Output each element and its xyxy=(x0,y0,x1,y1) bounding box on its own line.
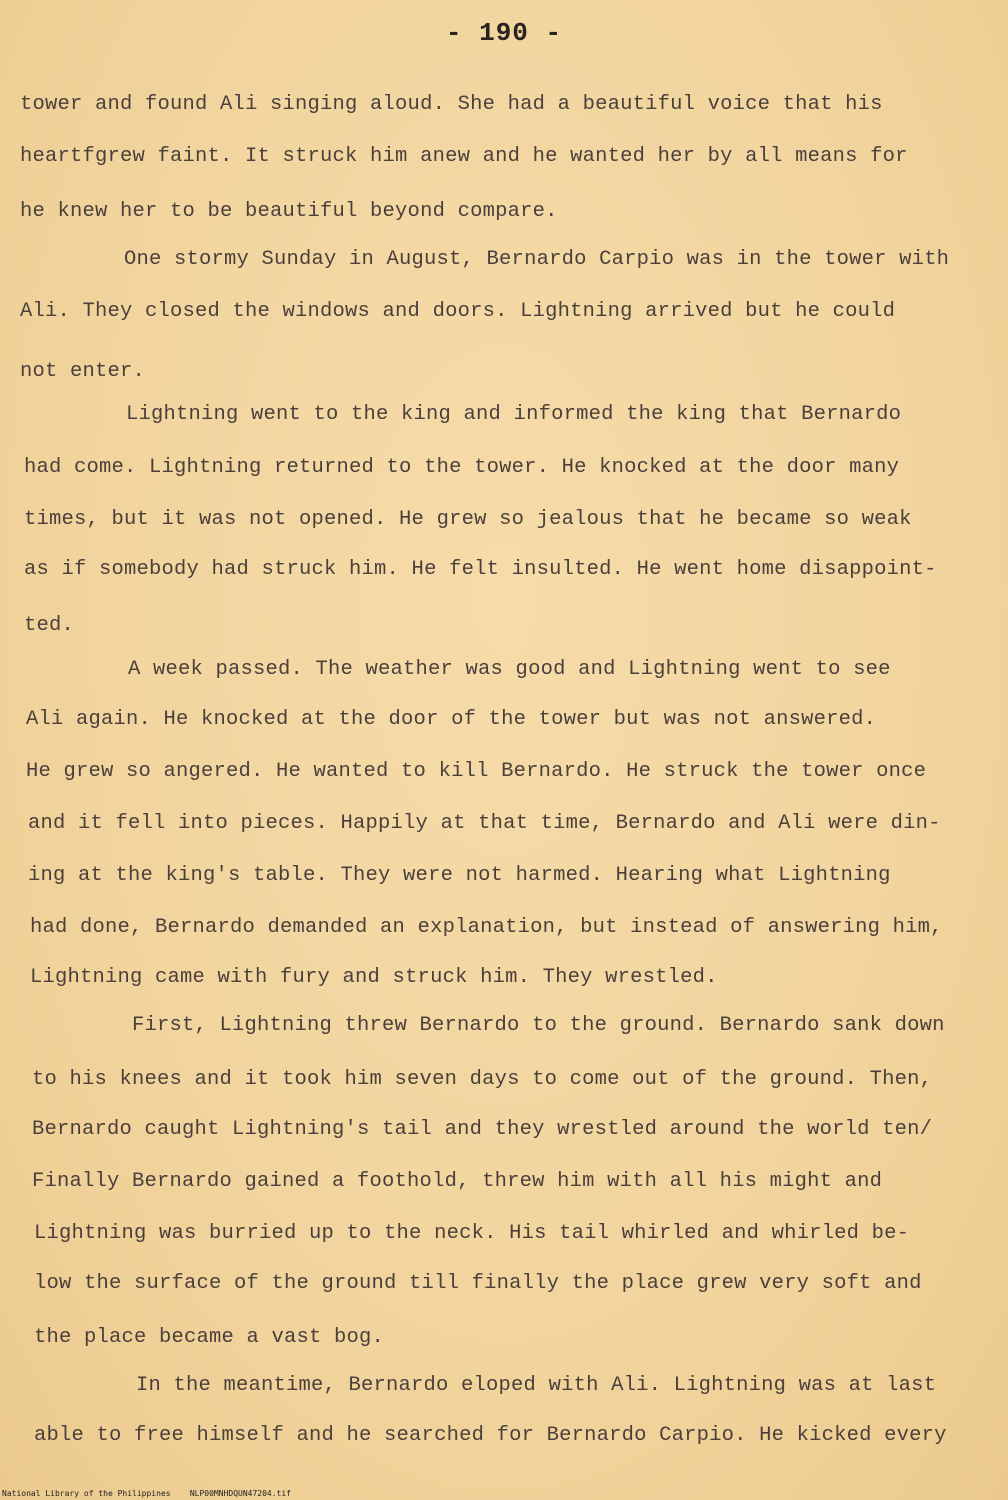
text-line: First, Lightning threw Bernardo to the ground. Bernardo sank down xyxy=(132,1014,945,1037)
scan-footer xyxy=(2,1489,291,1498)
text-line: ing at the king's table. They were not harmed. Hearing what Lightning xyxy=(28,864,891,887)
text-line: Ali. They closed the windows and doors. Lightning arrived but he could xyxy=(20,300,896,323)
text-line: Ali again. He knocked at the door of the tower but was not answered. xyxy=(26,708,877,731)
text-line: In the meantime, Bernardo eloped with Ali. Lightning was at last xyxy=(136,1374,937,1397)
text-line: not enter. xyxy=(20,360,146,383)
text-line: ted. xyxy=(24,614,75,637)
text-line: A week passed. The weather was good and Lightning went to see xyxy=(128,658,891,681)
text-line: times, but it was not opened. He grew so jealous that he became so weak xyxy=(24,508,912,531)
text-line: had come. Lightning returned to the tower. He knocked at the door many xyxy=(24,456,900,479)
page-number: - 190 - xyxy=(445,18,563,48)
text-line: as if somebody had struck him. He felt insulted. He went home disappoint- xyxy=(24,558,937,581)
text-line: and it fell into pieces. Happily at that time, Bernardo and Ali were din- xyxy=(28,812,941,835)
text-line: low the surface of the ground till finally the place grew very soft and xyxy=(34,1272,922,1295)
text-line: had done, Bernardo demanded an explanation, but instead of answering him, xyxy=(30,916,943,939)
text-line: Bernardo caught Lightning's tail and they wrestled around the world ten/ xyxy=(32,1118,933,1141)
text-line: Lightning went to the king and informed the king that Bernardo xyxy=(126,403,902,426)
text-line: One stormy Sunday in August, Bernardo Carpio was in the tower with xyxy=(124,248,950,271)
text-line: the place became a vast bog. xyxy=(34,1326,385,1349)
text-line: heartfgrew faint. It struck him anew and he wanted her by all means for xyxy=(20,145,908,168)
text-line: Lightning came with fury and struck him. They wrestled. xyxy=(30,966,718,989)
text-line: Finally Bernardo gained a foothold, threw him with all his might and xyxy=(32,1170,883,1193)
text-line: he knew her to be beautiful beyond compare. xyxy=(20,200,558,223)
text-line: able to free himself and he searched for Bernardo Carpio. He kicked every xyxy=(34,1424,947,1447)
text-line: to his knees and it took him seven days to come out of the ground. Then, xyxy=(32,1068,933,1091)
text-line: Lightning was burried up to the neck. His tail whirled and whirled be- xyxy=(34,1222,910,1245)
footer-library: National Library of the Philippines xyxy=(2,1489,171,1498)
text-line: He grew so angered. He wanted to kill Bernardo. He struck the tower once xyxy=(26,760,927,783)
text-line: tower and found Ali singing aloud. She had a beautiful voice that his xyxy=(20,93,883,116)
footer-file: NLP00MNHDQUN47204.tif xyxy=(189,1489,291,1498)
